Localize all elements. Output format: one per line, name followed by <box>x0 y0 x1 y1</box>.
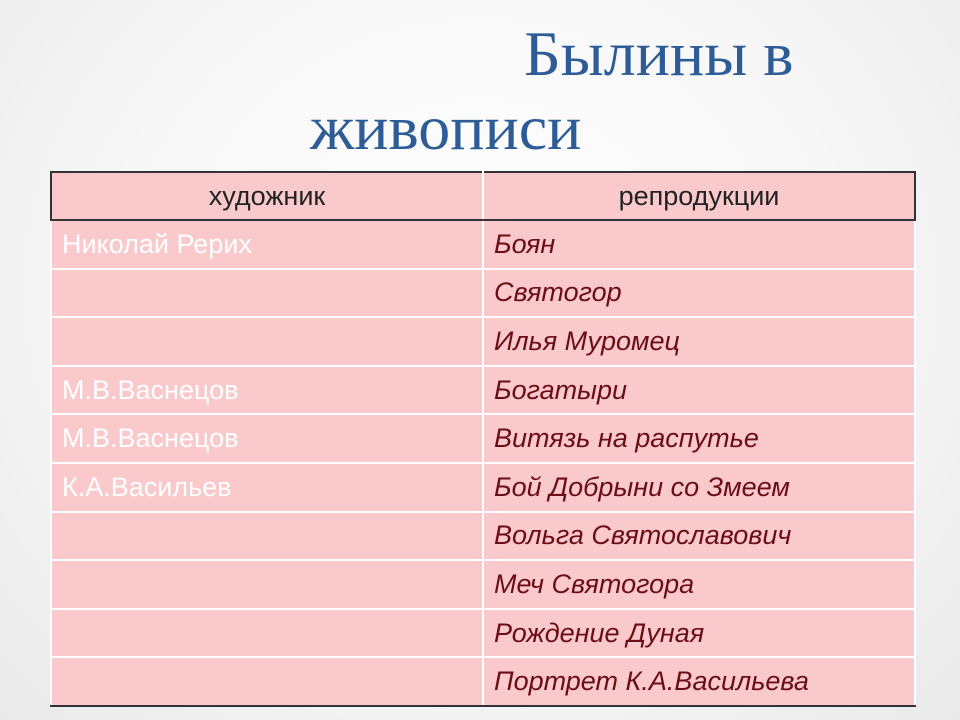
artist-cell <box>51 269 483 318</box>
work-cell: Витязь на распутье <box>483 414 915 463</box>
title-line-1: Былины в <box>524 18 794 89</box>
artist-cell <box>51 609 483 658</box>
table-row <box>51 512 915 561</box>
artist-cell: К.А.Васильев <box>51 463 483 512</box>
artist-cell <box>51 512 483 561</box>
table-row <box>51 414 915 463</box>
work-cell: Святогор <box>483 269 915 318</box>
artist-cell <box>51 560 483 609</box>
artist-cell: М.В.Васнецов <box>51 366 483 415</box>
table-header-row <box>51 172 915 220</box>
paintings-table <box>50 171 916 707</box>
artist-cell <box>51 317 483 366</box>
table-row <box>51 463 915 512</box>
table-row <box>51 317 915 366</box>
work-cell: Бой Добрыни со Змеем <box>483 463 915 512</box>
slide-title <box>0 0 960 170</box>
work-cell: Илья Муромец <box>483 317 915 366</box>
work-cell: Меч Святогора <box>483 560 915 609</box>
table-row <box>51 269 915 318</box>
artist-cell <box>51 657 483 706</box>
work-cell: Вольга Святославович <box>483 512 915 561</box>
artist-cell: Николай Рерих <box>51 220 483 269</box>
table-row <box>51 560 915 609</box>
table-row <box>51 366 915 415</box>
header-artist: художник <box>51 172 483 220</box>
artist-cell: М.В.Васнецов <box>51 414 483 463</box>
work-cell: Портрет К.А.Васильева <box>483 657 915 706</box>
table-row <box>51 657 915 706</box>
title-line-2: живописи <box>310 92 582 163</box>
work-cell: Рождение Дуная <box>483 609 915 658</box>
table-row <box>51 220 915 269</box>
table-row <box>51 609 915 658</box>
work-cell: Боян <box>483 220 915 269</box>
header-reproductions: репродукции <box>483 172 915 220</box>
work-cell: Богатыри <box>483 366 915 415</box>
